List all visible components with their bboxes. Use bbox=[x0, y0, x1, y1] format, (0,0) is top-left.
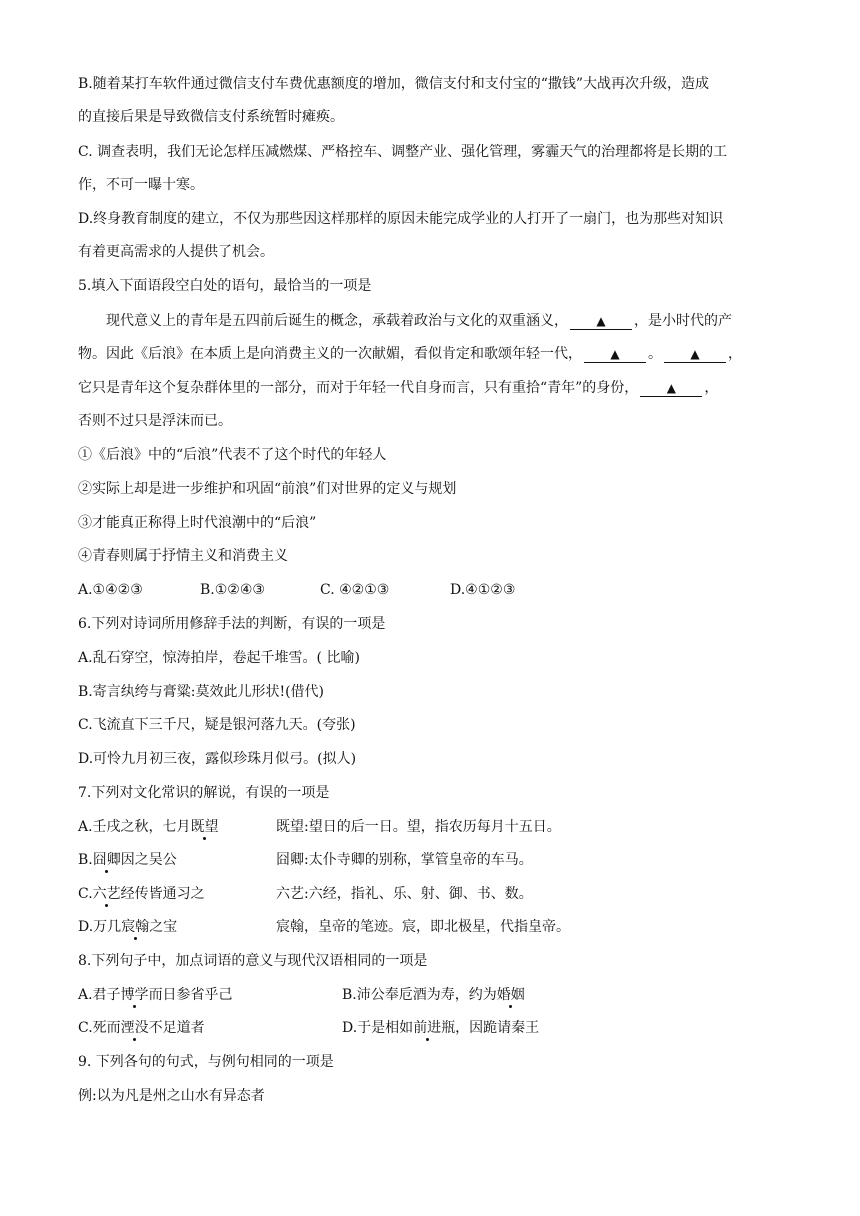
answer-blank-1: ▲ bbox=[570, 313, 632, 330]
answer-blank-4: ▲ bbox=[640, 380, 702, 397]
q4-option-b-line2: 的直接后果是导致微信支付系统暂时瘫痪。 bbox=[78, 109, 344, 125]
q7-option-b[interactable]: B.囧卿因之吴公 囧卿:太仆寺卿的别称，掌管皇帝的车马。 bbox=[78, 852, 533, 868]
q8-row-cd bbox=[78, 1018, 540, 1038]
q7-d-explanation: 宸翰，皇帝的笔迹。宸，即北极星，代指皇帝。 bbox=[276, 919, 570, 935]
q4-option-d-line2: 有着更高需求的人提供了机会。 bbox=[78, 244, 274, 260]
q7-option-a[interactable]: A.壬戌之秋，七月既望 既望:望日的后一日。望，指农历每月十五日。 bbox=[78, 819, 561, 835]
answer-blank-3: ▲ bbox=[664, 346, 726, 363]
q5-sentence-3: ③才能真正称得上时代浪潮中的“后浪” bbox=[78, 515, 317, 531]
q5-option-d[interactable]: D.④①②③ bbox=[450, 582, 516, 598]
q5-passage-line3: 它只是青年这个复杂群体里的一部分，而对于年轻一代自身而言，只有重拾“青年”的身份， ▲ ， bbox=[78, 380, 719, 396]
q4-option-d-line1: D.终身教育制度的建立，不仅为那些因这样那样的原因未能完成学业的人打开了一扇门，也为那些对知识 bbox=[78, 211, 724, 227]
q6-option-d[interactable]: D.可怜九月初三夜，露似珍珠月似弓。(拟人) bbox=[78, 751, 357, 767]
q4-option-c-line2: 作，不可一曝十寒。 bbox=[78, 177, 204, 193]
q6-option-c[interactable]: C.飞流直下三千尺，疑是银河落九天。(夸张) bbox=[78, 717, 356, 733]
q5-sentence-1: ①《后浪》中的“后浪”代表不了这个时代的年轻人 bbox=[78, 447, 387, 463]
q8-option-d[interactable]: D.于是相如前进瓶，因跪请秦王 bbox=[342, 1020, 540, 1036]
q8-option-c[interactable]: C.死而湮没不足道者 bbox=[78, 1020, 205, 1036]
q5-option-b[interactable]: B.①②④③ bbox=[200, 582, 265, 598]
q8-d-dotted-term: 前进 bbox=[413, 1020, 442, 1036]
q8-a-dotted-term: 博学 bbox=[120, 987, 149, 1003]
q7-c-dotted-term: 六艺 bbox=[92, 886, 121, 902]
q5-option-a[interactable]: A.①④②③ bbox=[78, 582, 143, 598]
q5-passage-line4: 否则不过只是浮沫而已。 bbox=[78, 413, 232, 429]
q6-option-b[interactable]: B.寄言纨绔与膏粱:莫效此儿形状!(借代) bbox=[78, 684, 325, 700]
q6-stem: 6.下列对诗词所用修辞手法的判断，有误的一项是 bbox=[78, 616, 386, 632]
q5-options-row bbox=[78, 580, 516, 600]
q7-a-dotted-term: 既望 bbox=[190, 819, 219, 835]
q5-sentence-2: ②实际上却是进一步维护和巩固“前浪”们对世界的定义与规划 bbox=[78, 481, 457, 497]
q7-a-explanation: 既望:望日的后一日。望，指农历每月十五日。 bbox=[276, 819, 561, 835]
q5-stem: 5.填入下面语段空白处的语句，最恰当的一项是 bbox=[78, 278, 372, 294]
q8-row-ab bbox=[78, 985, 525, 1005]
q7-c-explanation: 六艺:六经，指礼、乐、射、御、书、数。 bbox=[276, 886, 533, 902]
q5-passage-line2: 物。因此《后浪》在本质上是向消费主义的一次献媚，看似肯定和歌颂年轻一代， ▲ 。 ▲ ， bbox=[78, 346, 742, 362]
q7-b-dotted-term: 囧卿 bbox=[92, 852, 121, 868]
q7-b-explanation: 囧卿:太仆寺卿的别称，掌管皇帝的车马。 bbox=[276, 852, 533, 868]
q5-sentence-4: ④青春则属于抒情主义和消费主义 bbox=[78, 548, 288, 564]
q7-option-d[interactable]: D.万几宸翰之宝 宸翰，皇帝的笔迹。宸，即北极星，代指皇帝。 bbox=[78, 919, 570, 935]
q8-stem: 8.下列句子中，加点词语的意义与现代汉语相同的一项是 bbox=[78, 953, 428, 969]
answer-blank-2: ▲ bbox=[584, 346, 646, 363]
q8-option-a[interactable]: A.君子博学而日参省乎己 bbox=[78, 987, 233, 1003]
q8-c-dotted-term: 湮没 bbox=[120, 1020, 149, 1036]
q4-option-c-line1: C. 调查表明，我们无论怎样压减燃煤、严格控车、调整产业、强化管理，雾霾天气的治理都将是长期的工 bbox=[78, 144, 728, 160]
q6-option-a[interactable]: A.乱石穿空，惊涛拍岸，卷起千堆雪。( 比喻) bbox=[78, 650, 360, 666]
q7-d-dotted-term: 宸翰 bbox=[121, 919, 150, 935]
q4-option-b-line1: B.随着某打车软件通过微信支付车费优惠额度的增加，微信支付和支付宝的“撒钱”大战再次升级，造成 bbox=[78, 76, 710, 92]
q5-option-c[interactable]: C. ④②①③ bbox=[320, 582, 390, 598]
q9-stem: 9. 下列各句的句式，与例句相同的一项是 bbox=[78, 1054, 334, 1070]
q5-passage-line1: 现代意义上的青年是五四前后诞生的概念，承载着政治与文化的双重涵义， ▲ ，是小时代的产 bbox=[106, 313, 732, 329]
q8-option-b[interactable]: B.沛公奉卮酒为寿，约为婚姻 bbox=[342, 987, 525, 1003]
q9-example: 例:以为凡是州之山水有异态者 bbox=[78, 1088, 265, 1104]
q7-option-c[interactable]: C.六艺经传皆通习之 六艺:六经，指礼、乐、射、御、书、数。 bbox=[78, 886, 533, 902]
q8-b-dotted-term: 婚姻 bbox=[496, 987, 525, 1003]
q7-stem: 7.下列对文化常识的解说，有误的一项是 bbox=[78, 785, 330, 801]
